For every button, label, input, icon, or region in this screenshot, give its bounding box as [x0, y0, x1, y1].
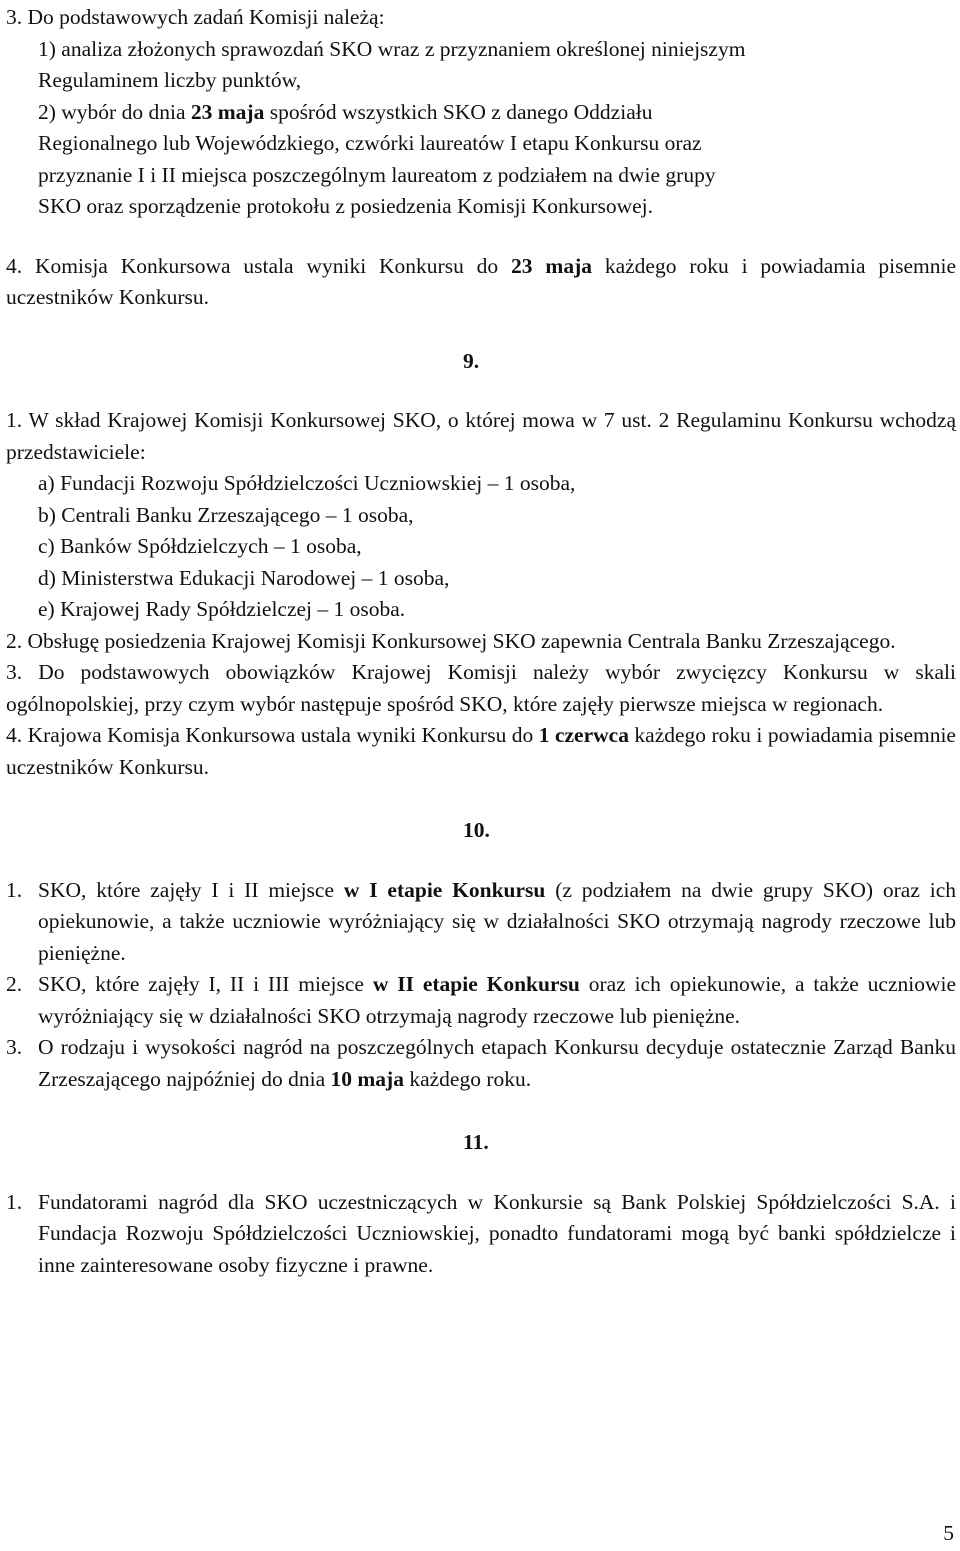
date-bold: 1 czerwca — [538, 723, 629, 747]
s9-p4: 4. Krajowa Komisja Konkursowa ustala wyniki Konkursu do 1 czerwca każdego roku i powiadamia pisemnie uczestników Konkursu. — [6, 723, 956, 779]
s10-p3-text: O rodzaju i wysokości nagród na poszczególnych etapach Konkursu decyduje ostatecznie Zarząd Banku Zrzeszającego najpóźniej do dnia 10 maja każdego roku. — [38, 1035, 956, 1091]
s8-p3-item1-line1: 1) analiza złożonych sprawozdań SKO wraz z przyznaniem określonej niniejszym — [38, 36, 746, 61]
stage-bold: w II etapie Konkursu — [372, 972, 580, 996]
s10-p2-number: 2. — [6, 972, 23, 996]
s10-p2-text: SKO, które zajęły I, II i III miejsce w II etapie Konkursu oraz ich opiekunowie, a także uczniowie wyróżniający się w działalności SKO otrzymają nagrody rzeczowe lub pieniężne. — [38, 972, 957, 1028]
s8-p3-item1-line2: Regulaminem liczby punktów, — [38, 68, 302, 92]
section-heading-9: 9. — [463, 348, 480, 373]
s11-p1 — [6, 1187, 956, 1282]
section-heading-10: 10. — [463, 818, 490, 842]
s11-p1-text: Fundatorami nagród dla SKO uczestniczących w Konkursie są Bank Polskiej Spółdzielczości S.A. i Fundacja Rozwoju Spółdzielczości Uczniowskiej, ponadto fundatorami mogą być banki spółdzielcze i inne zainteresowane osoby fizyczne i prawne. — [38, 1189, 956, 1277]
s9-p1-item-c: c) Banków Spółdzielczych – 1 osoba, — [38, 534, 362, 558]
document-page — [6, 2, 956, 1281]
s8-p3-item2-line2: Regionalnego lub Wojewódzkiego, czwórki laureatów I etapu Konkursu oraz — [38, 131, 702, 155]
s10-p1-text: SKO, które zajęły I i II miejsce w I etapie Konkursu (z podziałem na dwie grupy SKO) oraz ich opiekunowie, a także uczniowie wyróżniający się w działalności SKO otrzymają nagrody rzeczowe lub pieniężne. — [38, 877, 956, 965]
s8-p4: 4. Komisja Konkursowa ustala wyniki Konkursu do 23 maja każdego roku i powiadamia pisemnie uczestników Konkursu. — [6, 253, 956, 309]
s9-p1-item-a: a) Fundacji Rozwoju Spółdzielczości Uczniowskiej – 1 osoba, — [38, 471, 576, 495]
s10-p2 — [6, 969, 956, 1032]
s10-p3-number: 3. — [6, 1035, 23, 1059]
s9-p1: 1. W skład Krajowej Komisji Konkursowej SKO, o której mowa w 7 ust. 2 Regulaminu Konkursu wchodzą przedstawiciele: — [6, 408, 956, 464]
s10-p1 — [6, 875, 956, 970]
date-bold: 23 maja — [190, 99, 265, 124]
s8-p3-item2-line3: przyznanie I i II miejsca poszczególnym laureatom z podziałem na dwie grupy — [38, 162, 716, 187]
s9-p1-item-d: d) Ministerstwa Edukacji Narodowej – 1 osoba, — [38, 565, 450, 590]
s9-p2: 2. Obsługę posiedzenia Krajowej Komisji Konkursowej SKO zapewnia Centrala Banku Zrzeszającego. — [6, 628, 896, 653]
s10-p3 — [6, 1032, 956, 1095]
s8-p3-heading: 3. Do podstawowych zadań Komisji należą: — [6, 5, 385, 29]
date-bold: 23 maja — [511, 253, 592, 278]
s8-p3-item2-line1: 2) wybór do dnia 23 maja spośród wszystkich SKO z danego Oddziału — [38, 99, 653, 124]
section-heading-11: 11. — [463, 1130, 489, 1154]
page-number: 5 — [943, 1521, 954, 1545]
date-bold: 10 maja — [330, 1066, 404, 1091]
s11-p1-number: 1. — [6, 1189, 23, 1214]
s10-p1-number: 1. — [6, 877, 23, 902]
s8-p3-item2-line4: SKO oraz sporządzenie protokołu z posiedzenia Komisji Konkursowej. — [38, 194, 653, 218]
s9-p1-item-e: e) Krajowej Rady Spółdzielczej – 1 osoba. — [38, 597, 406, 621]
s9-p3: 3. Do podstawowych obowiązków Krajowej Komisji należy wybór zwycięzcy Konkursu w skali ogólnopolskiej, przy czym wybór następuje spośród SKO, które zajęły pierwsze miejsca w regionach. — [6, 660, 956, 716]
s9-p1-item-b: b) Centrali Banku Zrzeszającego – 1 osoba, — [38, 502, 414, 527]
stage-bold: w I etapie Konkursu — [343, 877, 546, 902]
